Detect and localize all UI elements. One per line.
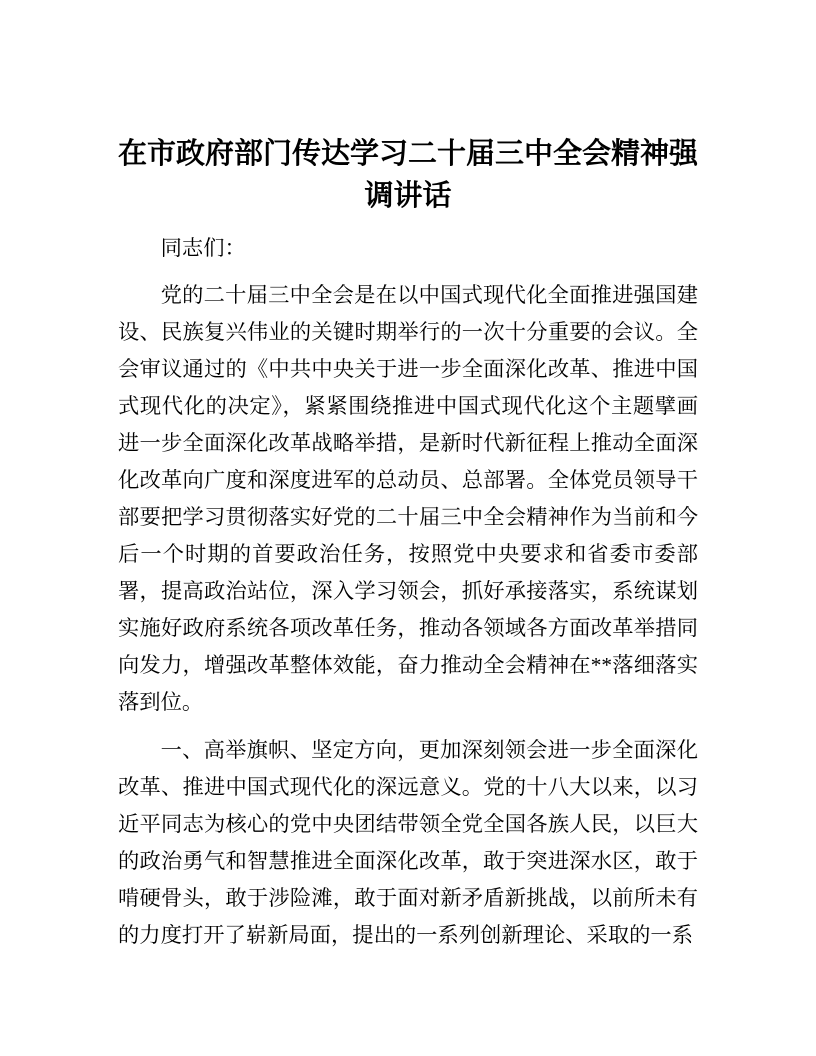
salutation: 同志们： xyxy=(160,236,246,260)
body-paragraph-1: 党的二十届三中全会是在以中国式现代化全面推进强国建设、民族复兴伟业的关键时期举行的一次十分重要的会议。全会审议通过的《中共中央关于进一步全面深化改革、推进中国式现代化的决定》，紧紧围绕推进中国式现代化这个主题擘画进一步全面深化改革战略举措，是新时代新征程上推动全面深化改革向广度和深度进军的总动员、总部署。全体党员领导干部要把学习贯彻落实好党的二十届三中全会精神作为当前和今后一个时期的首要政治任务，按照党中央要求和省委市委部署，提高政治站位，深入学习领会，抓好承接落实，系统谋划实施好政府系统各项改革任务，推动各领域各方面改革举措同向发力，增强改革整体效能，奋力推动全会精神在**落细落实落到位。 xyxy=(118,283,698,714)
title-line-1: 在市政府部门传达学习二十届三中全会精神强 xyxy=(118,138,699,170)
title-line-2: 调讲话 xyxy=(364,180,452,212)
document-body xyxy=(118,0,698,954)
body-paragraph-2: 一、高举旗帜、坚定方向，更加深刻领会进一步全面深化改革、推进中国式现代化的深远意义。党的十八大以来，以习近平同志为核心的党中央团结带领全党全国各族人民，以巨大的政治勇气和智慧推进全面深化改革，敢于突进深水区，敢于啃硬骨头，敢于涉险滩，敢于面对新矛盾新挑战，以前所未有的力度打开了崭新局面，提出的一系列创新理论、采取的一系 xyxy=(118,738,698,947)
document-title xyxy=(118,133,698,217)
